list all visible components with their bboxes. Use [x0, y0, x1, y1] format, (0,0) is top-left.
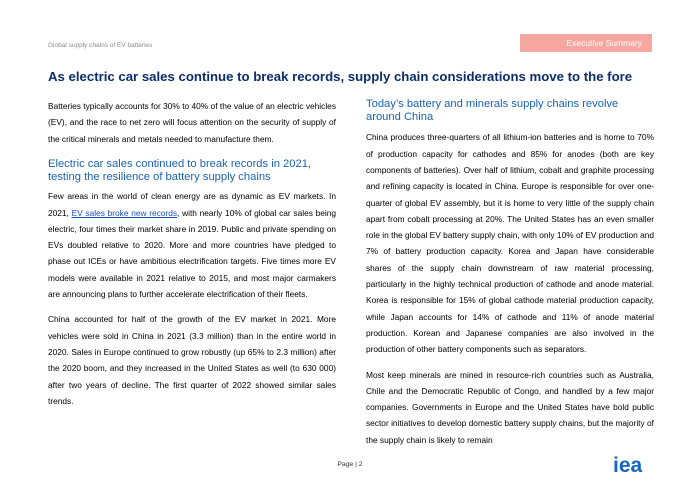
ev-sales-text-after: , with nearly 10% of global car sales being electric, four times their market share in 2019. Public and private spending on EVs doubled relative to 2020. More and more countries have pledged to phase out ICEs or have ambitious electrification targets. Five times more EV models were available in 2021 relative to 2015, and most major carmakers are announcing plans to further accelerate electrification of their fleets. [48, 207, 337, 300]
left-column [48, 98, 336, 409]
iea-logo [613, 454, 653, 476]
ev-sales-paragraph [48, 188, 336, 302]
china-supply-paragraph: China produces three-quarters of all lithium-ion batteries and is home to 70% of production capacity for cathodes and 85% for anodes (both are key components of batteries). Over half of lithium, cobalt and graphite processing and refining capacity is located in China. Europe is responsible for over one-quarter of global EV assembly, but it is home to very little of the supply chain apart from cobalt processing at 20%. The United States has an even smaller role in the global EV battery supply chain, with only 10% of EV production and 7% of battery production capacity. Korea and Japan have considerable shares of the supply chain downstream of raw material processing, particularly in the highly technical production of cathode and anode material. Korea is responsible for 15% of global cathode material production capacity, while Japan accounts for 14% of cathode and 11% of anode material production. Korean and Japanese companies are also involved in the production of other battery components such as separators. [366, 132, 654, 355]
report-title: Global supply chains of EV batteries [48, 42, 153, 49]
right-subheading: Today’s battery and minerals supply chains revolve around China [366, 98, 619, 124]
ev-sales-text-before: Few areas in the world of clean energy are as dynamic as EV markets. In 2021, [48, 191, 336, 218]
section-badge: Executive Summary [520, 34, 652, 52]
china-growth-paragraph: China accounted for half of the growth of the EV market in 2021. More vehicles were sold in China in 2021 (3.3 million) than in the entire world in 2020. Sales in Europe continued to grow robustly (up 65% to 2.3 million) after the 2020 boom, and they increased in the United States as well (to 630 000) after two years of decline. The first quarter of 2022 showed similar sales trends. [48, 314, 336, 406]
right-column [366, 98, 654, 448]
page-title: As electric car sales continue to break records, supply chain considerations move to the fore [48, 69, 633, 84]
intro-paragraph: Batteries typically accounts for 30% to 40% of the value of an electric vehicles (EV), and the race to net zero will focus attention on the security of supply of the critical minerals and metals needed to manufacture them. [48, 101, 336, 144]
iea-logo-text: iea [613, 454, 643, 476]
page-number: Page | 2 [337, 461, 363, 468]
left-subheading: Electric car sales continued to break records in 2021, testing the resilience of battery supply chains [48, 157, 312, 184]
ev-sales-link[interactable]: EV sales broke new records [71, 207, 178, 218]
minerals-paragraph: Most keep minerals are mined in resource-rich countries such as Australia, Chile and the Democratic Republic of Congo, and handled by a few major companies. Governments in Europe and the United States have bold public sector initiatives to develop domestic battery supply chains, but the majority of the supply chain is likely to remain [366, 369, 654, 445]
